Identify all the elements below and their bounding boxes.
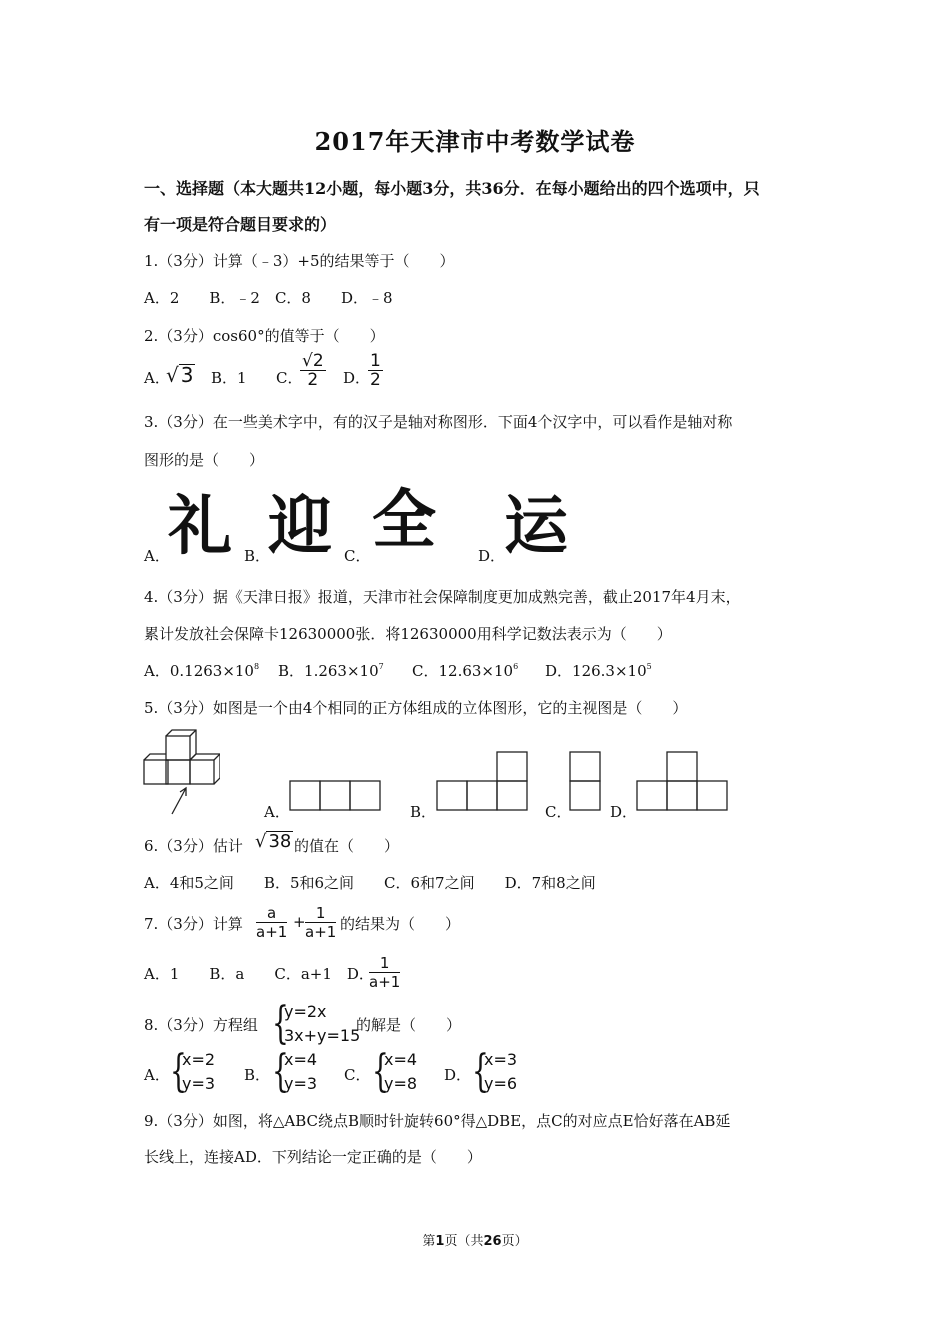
- option-b-label: B．: [244, 547, 271, 565]
- numerator: 1: [370, 351, 381, 371]
- equation-2: y=3: [182, 1074, 216, 1093]
- option-a-label: A．: [144, 547, 170, 565]
- stem-suffix: 的值在（ ）: [294, 837, 400, 855]
- option-c-label: C．: [344, 1066, 371, 1084]
- options-text: A．1 B．a C．a+1 D．: [144, 965, 374, 983]
- question-3-stem-line2: 图形的是（ ）: [144, 451, 265, 469]
- page-footer: [0, 1230, 950, 1249]
- option-c-fraction: [300, 352, 326, 389]
- section-heading-line1: 一、选择题（本大题共12小题，每小题3分，共36分．在每小题给出的四个选项中，只: [144, 179, 760, 198]
- brace-icon: {: [372, 1046, 389, 1097]
- fraction-a-over-a-plus-1: [256, 904, 287, 941]
- radicand: 38: [268, 831, 292, 852]
- equation-1: x=2: [182, 1050, 216, 1069]
- brace-icon: {: [170, 1046, 187, 1097]
- equation-1: x=4: [284, 1050, 318, 1069]
- option-a-glyph: 礼: [168, 490, 232, 564]
- option-c-glyph: 全: [372, 484, 436, 558]
- equation-2: y=6: [484, 1074, 518, 1093]
- equation-1: y=2x: [284, 1002, 327, 1021]
- question-9-stem-line1: 9.（3分）如图，将△ABC绕点B顺时针旋转60°得△DBE，点C的对应点E恰好落在AB延: [144, 1112, 731, 1130]
- option-d-fraction: [369, 954, 400, 991]
- option-d-label: D．: [478, 547, 506, 565]
- denominator: a+1: [305, 923, 337, 941]
- brace-icon: {: [472, 1046, 489, 1097]
- question-2-stem: 2.（3分）cos60°的值等于（ ）: [144, 327, 385, 345]
- equation-system: [272, 998, 362, 1050]
- plus-sign: +: [293, 913, 306, 931]
- option-d-label: D．: [610, 803, 638, 821]
- option-a-figure: [289, 780, 383, 812]
- option-a: A．$0.1263\times 10^8$: [144, 662, 260, 680]
- option-a-system: [170, 1046, 230, 1098]
- option-a-label: A．: [264, 803, 290, 821]
- question-9-stem-line2: 长线上，连接AD．下列结论一定正确的是（ ）: [144, 1148, 482, 1166]
- stem-prefix: 6.（3分）估计: [144, 837, 243, 855]
- option-c-figure: [569, 751, 603, 813]
- total-pages: 26: [483, 1234, 502, 1249]
- option-a-label: A．: [144, 1066, 170, 1084]
- equation-2: y=8: [384, 1074, 418, 1093]
- option-d-system: [472, 1046, 532, 1098]
- cube-stack-figure: [140, 726, 220, 816]
- option-c-system: [372, 1046, 432, 1098]
- numerator: 1: [305, 904, 336, 923]
- section-heading-line2: 有一项是符合题目要求的）: [144, 215, 337, 234]
- option-c-label: C．: [276, 369, 303, 387]
- question-3-stem-line1: 3.（3分）在一些美术字中，有的汉子是轴对称图形．下面4个汉字中，可以看作是轴对称: [144, 413, 733, 431]
- denominator: 2: [307, 370, 319, 390]
- footer-text: 页（共: [444, 1234, 484, 1249]
- numerator: 1: [369, 954, 400, 973]
- option-a-label: A．: [144, 369, 170, 387]
- option-d-figure: [636, 751, 730, 813]
- option-b-label: B．: [244, 1066, 271, 1084]
- question-1-options: A．2 B．﹣2 C．8 D．﹣8: [144, 289, 393, 307]
- question-4-stem-line2: 累计发放社会保障卡12630000张．将12630000用科学记数法表示为（ ）: [144, 625, 672, 643]
- radicand: 3: [180, 363, 194, 387]
- option-b-glyph: 迎: [268, 490, 332, 564]
- option-b: B．$1.263\times 10^7$: [278, 662, 384, 680]
- fraction-1-over-a-plus-1: [305, 904, 336, 941]
- equation-2: y=3: [284, 1074, 318, 1093]
- sqrt-expression: √ 38: [255, 831, 292, 852]
- question-5-stem: 5.（3分）如图是一个由4个相同的正方体组成的立体图形，它的主视图是（ ）: [144, 699, 688, 717]
- option-b-system: [272, 1046, 332, 1098]
- equation-1: x=4: [384, 1050, 418, 1069]
- equation-2: 3x+y=15: [284, 1026, 361, 1045]
- question-4-stem-line1: 4.（3分）据《天津日报》报道，天津市社会保障制度更加成熟完善，截止2017年4月末，: [144, 588, 741, 606]
- option-a-sqrt: √ 3: [166, 363, 194, 387]
- page-title: 2017年天津市中考数学试卷: [314, 127, 636, 156]
- question-1-stem: 1.（3分）计算（﹣3）+5的结果等于（ ）: [144, 252, 455, 270]
- page-number: 1: [435, 1234, 445, 1249]
- brace-icon: {: [272, 1046, 289, 1097]
- option-d-label: D．: [444, 1066, 472, 1084]
- option-b: B．1: [211, 369, 247, 387]
- brace-icon: {: [272, 998, 289, 1049]
- option-c: C．$12.63\times 10^6$: [412, 662, 519, 680]
- option-b-label: B．: [410, 803, 437, 821]
- question-6-options: A．4和5之间 B．5和6之间 C．6和7之间 D．7和8之间: [144, 874, 596, 892]
- stem-prefix: 8.（3分）方程组: [144, 1016, 258, 1034]
- footer-text: 页）: [501, 1234, 528, 1249]
- numerator: a: [256, 904, 287, 923]
- stem-suffix: 的结果为（ ）: [340, 915, 461, 933]
- denominator: 2: [370, 370, 381, 390]
- footer-text: 第: [422, 1234, 436, 1249]
- denominator: a+1: [369, 973, 401, 991]
- stem-suffix: 的解是（ ）: [356, 1016, 462, 1034]
- equation-1: x=3: [484, 1050, 518, 1069]
- option-b-figure: [436, 751, 530, 813]
- denominator: a+1: [256, 923, 288, 941]
- option-d-label: D．: [343, 369, 371, 387]
- option-c-label: C．: [344, 547, 371, 565]
- option-d-fraction: [368, 352, 383, 389]
- numerator: √2: [302, 351, 324, 371]
- stem-prefix: 7.（3分）计算: [144, 915, 243, 933]
- option-d: D．$126.3\times 10^5$: [545, 662, 652, 680]
- option-c-label: C．: [545, 803, 572, 821]
- option-d-glyph: 运: [504, 490, 568, 564]
